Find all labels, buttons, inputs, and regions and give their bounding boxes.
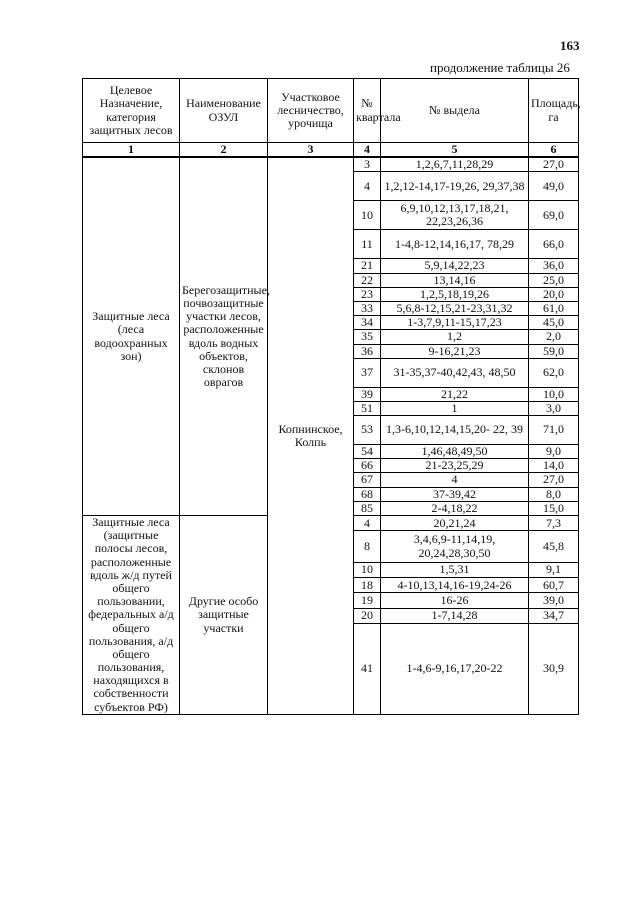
area-cell: 3,0 [529, 401, 579, 415]
vydel-cell: 13,14,16 [381, 273, 529, 287]
column-number: 2 [180, 143, 268, 158]
header-ozul: Наименование ОЗУЛ [180, 79, 268, 143]
vydel-cell: 1-4,8-12,14,16,17, 78,29 [381, 230, 529, 259]
area-cell: 36,0 [529, 259, 579, 273]
area-cell: 30,9 [529, 623, 579, 714]
area-cell: 59,0 [529, 344, 579, 358]
kvartal-cell: 37 [354, 358, 381, 387]
area-cell: 61,0 [529, 301, 579, 315]
vydel-cell: 1,2 [381, 330, 529, 344]
area-cell: 62,0 [529, 358, 579, 387]
kvartal-cell: 4 [354, 172, 381, 201]
kvartal-cell: 22 [354, 273, 381, 287]
vydel-cell: 4 [381, 473, 529, 487]
header-vydel: № выдела [381, 79, 529, 143]
vydel-cell: 1-3,7,9,11-15,17,23 [381, 316, 529, 330]
vydel-cell: 3,4,6,9-11,14,19, 20,24,28,30,50 [381, 531, 529, 562]
vydel-cell: 5,6,8-12,15,21-23,31,32 [381, 301, 529, 315]
header-area: Площадь, га [529, 79, 579, 143]
vydel-cell: 1,2,5,18,19,26 [381, 287, 529, 301]
vydel-cell: 4-10,13,14,16-19,24-26 [381, 578, 529, 593]
kvartal-cell: 66 [354, 459, 381, 473]
area-cell: 15,0 [529, 501, 579, 515]
area-cell: 7,3 [529, 516, 579, 531]
vydel-cell: 5,9,14,22,23 [381, 259, 529, 273]
area-cell: 66,0 [529, 230, 579, 259]
vydel-cell: 1,2,6,7,11,28,29 [381, 157, 529, 172]
column-number-row [83, 143, 579, 158]
column-number: 3 [268, 143, 354, 158]
area-cell: 49,0 [529, 172, 579, 201]
kvartal-cell: 67 [354, 473, 381, 487]
purpose-cell: Защитные леса (защитные полосы лесов, расположенные вдоль ж/д путей общего пользовании, федеральных а/д общего пользования, а/д общего пользования, находящихся в собственности субъектов РФ) [83, 516, 180, 715]
forestry-cell: Копнинское, Колпь [268, 157, 354, 714]
page-number: 163 [560, 38, 580, 53]
header-purpose: Целевое Назначение, категория защитных лесов [83, 79, 180, 143]
kvartal-cell: 36 [354, 344, 381, 358]
area-cell: 71,0 [529, 416, 579, 445]
area-cell: 2,0 [529, 330, 579, 344]
kvartal-cell: 11 [354, 230, 381, 259]
vydel-cell: 21-23,25,29 [381, 459, 529, 473]
table-body [83, 157, 579, 714]
vydel-cell: 16-26 [381, 593, 529, 608]
area-cell: 10,0 [529, 387, 579, 401]
kvartal-cell: 20 [354, 608, 381, 623]
ozul-cell: Берегозащитные, почвозащитные участки лесов, расположенные вдоль водных объектов, склонов оврагов [180, 157, 268, 515]
kvartal-cell: 39 [354, 387, 381, 401]
kvartal-cell: 10 [354, 562, 381, 577]
area-cell: 20,0 [529, 287, 579, 301]
kvartal-cell: 85 [354, 501, 381, 515]
header-row [83, 79, 579, 143]
vydel-cell: 1-4,6-9,16,17,20-22 [381, 623, 529, 714]
purpose-cell: Защитные леса (леса водоохранных зон) [83, 157, 180, 515]
kvartal-cell: 3 [354, 157, 381, 172]
column-number: 4 [354, 143, 381, 158]
table-row [83, 157, 579, 172]
area-cell: 9,1 [529, 562, 579, 577]
kvartal-cell: 34 [354, 316, 381, 330]
vydel-cell: 31-35,37-40,42,43, 48,50 [381, 358, 529, 387]
kvartal-cell: 51 [354, 401, 381, 415]
area-cell: 8,0 [529, 487, 579, 501]
vydel-cell: 1 [381, 401, 529, 415]
kvartal-cell: 18 [354, 578, 381, 593]
area-cell: 34,7 [529, 608, 579, 623]
kvartal-cell: 53 [354, 416, 381, 445]
area-cell: 60,7 [529, 578, 579, 593]
vydel-cell: 21,22 [381, 387, 529, 401]
kvartal-cell: 33 [354, 301, 381, 315]
area-cell: 27,0 [529, 473, 579, 487]
vydel-cell: 6,9,10,12,13,17,18,21, 22,23,26,36 [381, 201, 529, 230]
vydel-cell: 1,3-6,10,12,14,15,20- 22, 39 [381, 416, 529, 445]
header-forestry: Участковое лесничество, урочища [268, 79, 354, 143]
kvartal-cell: 21 [354, 259, 381, 273]
area-cell: 45,0 [529, 316, 579, 330]
area-cell: 27,0 [529, 157, 579, 172]
vydel-cell: 20,21,24 [381, 516, 529, 531]
vydel-cell: 1-7,14,28 [381, 608, 529, 623]
vydel-cell: 1,5,31 [381, 562, 529, 577]
vydel-cell: 37-39,42 [381, 487, 529, 501]
kvartal-cell: 35 [354, 330, 381, 344]
kvartal-cell: 41 [354, 623, 381, 714]
area-cell: 14,0 [529, 459, 579, 473]
kvartal-cell: 23 [354, 287, 381, 301]
header-kvartal: № квартала [354, 79, 381, 143]
column-number: 1 [83, 143, 180, 158]
vydel-cell: 1,46,48,49,50 [381, 445, 529, 459]
forest-table [82, 78, 579, 715]
kvartal-cell: 4 [354, 516, 381, 531]
kvartal-cell: 54 [354, 445, 381, 459]
column-number: 5 [381, 143, 529, 158]
area-cell: 25,0 [529, 273, 579, 287]
area-cell: 9,0 [529, 445, 579, 459]
vydel-cell: 1,2,12-14,17-19,26, 29,37,38 [381, 172, 529, 201]
kvartal-cell: 10 [354, 201, 381, 230]
area-cell: 69,0 [529, 201, 579, 230]
vydel-cell: 2-4,18,22 [381, 501, 529, 515]
vydel-cell: 9-16,21,23 [381, 344, 529, 358]
kvartal-cell: 68 [354, 487, 381, 501]
area-cell: 39,0 [529, 593, 579, 608]
table-continuation-caption: продолжение таблицы 26 [430, 60, 570, 75]
area-cell: 45,8 [529, 531, 579, 562]
kvartal-cell: 19 [354, 593, 381, 608]
ozul-cell: Другие особо защитные участки [180, 516, 268, 715]
column-number: 6 [529, 143, 579, 158]
kvartal-cell: 8 [354, 531, 381, 562]
